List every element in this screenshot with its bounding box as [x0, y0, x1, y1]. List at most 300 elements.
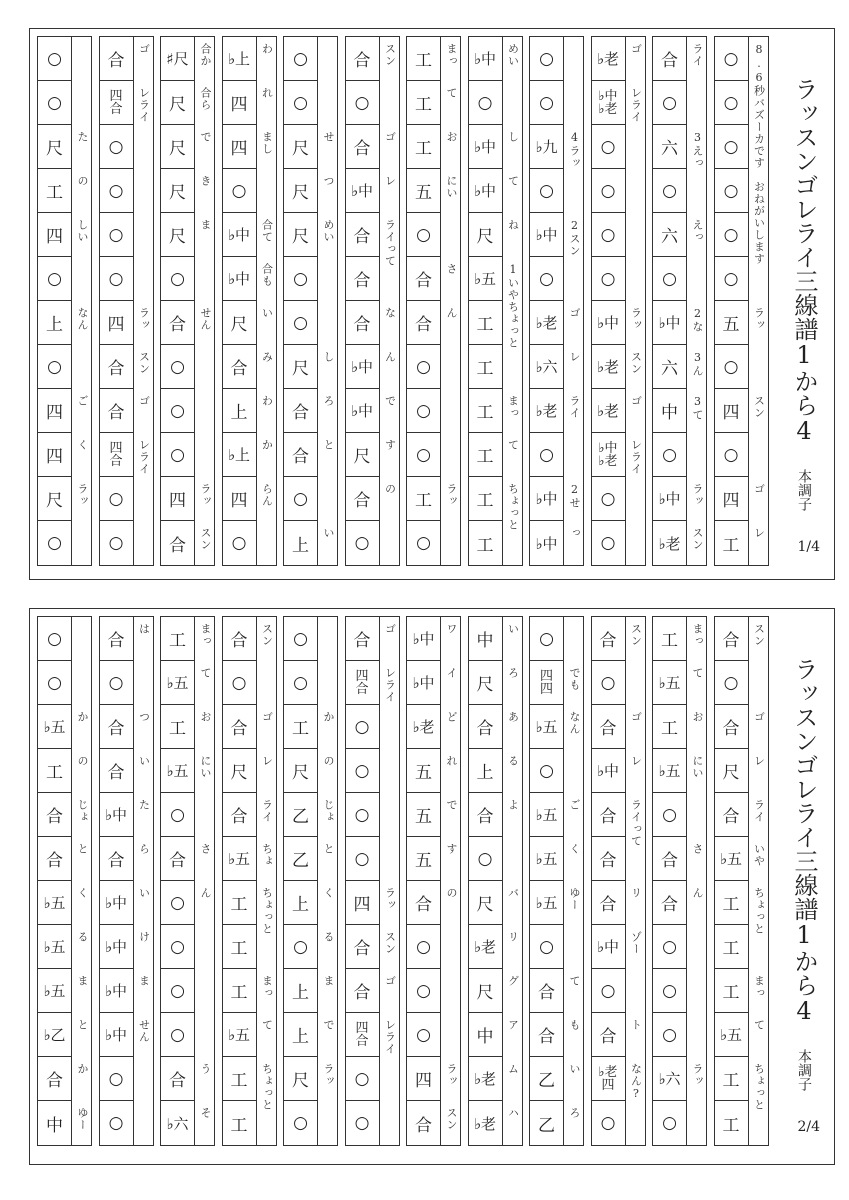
note-cell: 四 [38, 213, 72, 257]
lyric-text: ご [568, 799, 581, 811]
lyric-text: イ [445, 667, 458, 679]
note-cell: ♭中 [407, 617, 441, 661]
note-cell: 中 [469, 617, 503, 661]
note-cell: 合 [469, 793, 503, 837]
lyric-text: スン [752, 623, 766, 647]
note-cell: ○ [223, 661, 257, 705]
score-column [99, 616, 154, 1146]
note-cell: 工 [715, 1057, 749, 1101]
score-column [99, 36, 154, 566]
note-cell: 工 [469, 433, 503, 477]
note-cell: ♭老 [407, 705, 441, 749]
note-cell: 六 [653, 213, 687, 257]
note-cell: 合 [346, 213, 380, 257]
note-cell: 合 [346, 925, 380, 969]
note-cell: ○ [284, 301, 318, 345]
note-cell: ○ [161, 345, 195, 389]
lyric-text: ライ [691, 43, 704, 67]
note-cell: 合 [161, 1057, 195, 1101]
note-cell: ○ [346, 521, 380, 565]
note-cell: ○ [346, 705, 380, 749]
lyric-text: まし [260, 131, 274, 155]
note-cell: 合 [530, 1013, 564, 1057]
lyric-text: じょ [322, 799, 335, 823]
lyric-text: で [322, 1019, 335, 1031]
lyric-text: 4ラッ [568, 131, 581, 169]
lyric-text: レ [752, 527, 766, 539]
note-cell: ○ [161, 969, 195, 1013]
lyric-text: まっ [445, 43, 458, 67]
note-cell: 工 [715, 1101, 749, 1145]
lyric-text: 8.6秒バズーカです おねがいします [752, 43, 766, 265]
note-cell: 五 [407, 837, 441, 881]
note-cell: 五 [715, 301, 749, 345]
lyric-text: ライ [260, 799, 274, 823]
note-cell: ♭中 [653, 477, 687, 521]
lyric-text: ライ [752, 799, 766, 823]
tuning-label: 本調子 [796, 469, 812, 511]
lyric-text: か [76, 1063, 89, 1075]
note-cell: 乙 [284, 837, 318, 881]
note-cell: ♭五 [223, 837, 257, 881]
lyric-text: ん [383, 351, 397, 363]
note-cell: 四 [223, 125, 257, 169]
note-cell: ♭中 [223, 213, 257, 257]
note-cell: 中 [469, 1013, 503, 1057]
note-cell: 四 合 [100, 81, 134, 125]
note-cell: 尺 [223, 749, 257, 793]
lyric-text: 合て [260, 219, 274, 243]
lyric-text: ゴ [260, 711, 274, 723]
lyric-text: ん [445, 307, 458, 319]
note-cell: 尺 [284, 345, 318, 389]
lyric-text: なん [76, 307, 89, 331]
lyric-text: スン [445, 1107, 458, 1131]
lyric-text: て [691, 667, 704, 679]
note-cell: 合 [38, 1057, 72, 1101]
note-cell: 工 [715, 969, 749, 1013]
note-cell: ○ [715, 169, 749, 213]
note-cell: 上 [284, 1013, 318, 1057]
note-cell: ♭中 [346, 345, 380, 389]
note-cell: ○ [346, 1057, 380, 1101]
note-cell: ○ [407, 521, 441, 565]
lyric-text: と [322, 439, 335, 451]
note-cell: ♭五 [530, 881, 564, 925]
lyric-text: つ [322, 175, 335, 187]
lyric-text: し [322, 351, 335, 363]
lyric-text: ラッ [445, 1063, 458, 1087]
note-cell: 工 [407, 37, 441, 81]
note-cell: ♭中 [592, 925, 626, 969]
note-cell: 五 [407, 793, 441, 837]
note-cell: 上 [469, 749, 503, 793]
note-cell: 合 [284, 433, 318, 477]
note-cell: ○ [530, 81, 564, 125]
lyric-text: ト [629, 1019, 643, 1031]
note-cell: 合 [223, 793, 257, 837]
lyric-text: よ [506, 799, 520, 811]
note-cell: ○ [346, 793, 380, 837]
note-cell: 尺 [284, 125, 318, 169]
note-cell: 工 [223, 1101, 257, 1145]
lyric-text: ろ [568, 1107, 581, 1119]
lyric-text: スン [199, 527, 212, 551]
note-cell: ○ [592, 213, 626, 257]
note-cell: ♭五 [715, 837, 749, 881]
note-cell: 尺 [469, 881, 503, 925]
note-cell: ○ [100, 169, 134, 213]
page-number: 1/4 [797, 539, 820, 555]
note-cell: ○ [284, 477, 318, 521]
note-cell: 合 [100, 705, 134, 749]
note-cell: ○ [38, 521, 72, 565]
note-cell: ○ [715, 661, 749, 705]
note-cell: 工 [407, 81, 441, 125]
note-cell: ○ [407, 433, 441, 477]
note-cell: ○ [284, 1101, 318, 1145]
note-cell: 中 [38, 1101, 72, 1145]
note-cell: ○ [284, 617, 318, 661]
score-column [591, 36, 646, 566]
note-cell: ○ [100, 1057, 134, 1101]
note-cell: 尺 [161, 213, 195, 257]
lyric-text: ラッ [691, 1063, 704, 1087]
lyric-text: い [506, 623, 520, 635]
lyric-text: の [445, 887, 458, 899]
note-cell: 合 [653, 837, 687, 881]
note-cell: ○ [653, 1013, 687, 1057]
note-cell: ♭五 [715, 1013, 749, 1057]
lyric-text: か [322, 711, 335, 723]
note-cell: ○ [530, 617, 564, 661]
lyric-text: まっ [691, 623, 704, 647]
note-cell: 合 [346, 617, 380, 661]
lyric-text: お [445, 131, 458, 143]
lyric-text: まっ [506, 395, 520, 419]
note-cell: 合 [100, 37, 134, 81]
lyric-text: さ [199, 843, 212, 855]
lyric-text: レライ [629, 87, 643, 123]
lyric-text: し [506, 131, 520, 143]
lyric-text: う [199, 1063, 212, 1075]
note-cell: 尺 [284, 213, 318, 257]
note-cell: ○ [100, 213, 134, 257]
note-cell: 合 [223, 345, 257, 389]
note-cell: 尺 [469, 661, 503, 705]
lyric-text: れ [260, 87, 274, 99]
lyric-text: なん? [629, 1063, 643, 1101]
note-cell: ○ [592, 969, 626, 1013]
note-cell: 合 [407, 301, 441, 345]
note-cell: ♭六 [161, 1101, 195, 1145]
lyric-text: レ [629, 755, 643, 767]
lyric-text: レ [260, 755, 274, 767]
note-cell: ○ [715, 433, 749, 477]
score-column [652, 36, 707, 566]
note-cell: 合 [592, 705, 626, 749]
lyric-text: ゆー [76, 1107, 89, 1131]
note-cell: 四 [223, 477, 257, 521]
lyric-text: ちょ [260, 843, 274, 867]
note-cell: 合 [161, 837, 195, 881]
lyric-text: ちょっと [752, 887, 766, 935]
lyric-text: せん [199, 307, 212, 331]
lyric-text: ラッ [691, 483, 704, 507]
note-cell: ○ [407, 389, 441, 433]
note-cell: ♭中 [346, 389, 380, 433]
note-cell: 工 [469, 345, 503, 389]
lyric-text: て [445, 87, 458, 99]
note-cell: ○ [100, 521, 134, 565]
score-column [468, 616, 523, 1146]
lyric-text: ね [506, 219, 520, 231]
note-cell: 四 [100, 301, 134, 345]
lyric-text: ら [137, 843, 151, 855]
note-cell: ○ [100, 477, 134, 521]
note-cell: ○ [346, 81, 380, 125]
lyric-text: えっ [691, 219, 704, 243]
note-cell: 合 [592, 837, 626, 881]
lyric-text: わ [260, 395, 274, 407]
lyric-text: リ [506, 931, 520, 943]
lyric-text: ゴ [137, 395, 151, 407]
lyric-text: い [322, 527, 335, 539]
note-cell: ○ [715, 125, 749, 169]
lyric-text: ハ [506, 1107, 520, 1119]
note-cell: 合 [38, 793, 72, 837]
note-cell: ♭中 ♭老 [592, 81, 626, 125]
lyric-text: にい [199, 755, 212, 779]
note-cell: 合 [407, 1101, 441, 1145]
score-title: ラッスンゴレライ三線譜1から4 [790, 77, 818, 445]
note-cell: ○ [346, 837, 380, 881]
note-cell: 合 [161, 301, 195, 345]
lyric-text: ちょっと [260, 887, 274, 935]
lyric-text: ラッ [322, 1063, 335, 1087]
lyric-text: レライ [383, 667, 397, 703]
note-cell: 工 [469, 301, 503, 345]
note-cell: ♭老 四 [592, 1057, 626, 1101]
note-cell: ♭五 [653, 661, 687, 705]
lyric-text: い [568, 1063, 581, 1075]
score-column [714, 616, 769, 1146]
note-cell: 尺 [715, 749, 749, 793]
note-cell: ○ [407, 969, 441, 1013]
lyric-text: 1いやちょっと [506, 263, 520, 349]
lyric-text: ム [506, 1063, 520, 1075]
page-number: 2/4 [797, 1119, 820, 1135]
note-cell: 尺 [38, 477, 72, 521]
score-column [406, 36, 461, 566]
lyric-text: ゴ [383, 623, 397, 635]
note-cell: 中 [653, 389, 687, 433]
note-cell: ♭老 [530, 389, 564, 433]
note-cell: ♭五 [469, 257, 503, 301]
lyric-text: ゆー [568, 887, 581, 911]
lyric-text: ラッ [445, 483, 458, 507]
lyric-text: ろ [506, 667, 520, 679]
lyric-text: 2な [691, 307, 704, 333]
note-cell: ○ [592, 521, 626, 565]
lyric-text: ア [506, 1019, 520, 1031]
lyric-text: ど [445, 711, 458, 723]
note-cell: ♭中 [530, 521, 564, 565]
lyric-text: る [76, 931, 89, 943]
note-cell: ○ [653, 925, 687, 969]
lyric-text: らん [260, 483, 274, 507]
lyric-text: めい [322, 219, 335, 243]
note-cell: ○ [653, 81, 687, 125]
lyric-text: でも [568, 667, 581, 691]
note-cell: 合 [223, 617, 257, 661]
lyric-text: 合ら [199, 87, 212, 111]
note-cell: ♭中 [530, 477, 564, 521]
lyric-text: ライ [568, 395, 581, 419]
note-cell: 尺 [346, 433, 380, 477]
note-cell: 尺 [469, 213, 503, 257]
note-cell: ○ [530, 37, 564, 81]
note-cell: 尺 [38, 125, 72, 169]
lyric-text: せ [322, 131, 335, 143]
note-cell: 工 [715, 925, 749, 969]
lyric-text: れ [445, 755, 458, 767]
note-cell: 六 [653, 125, 687, 169]
note-cell: ♭中 [653, 301, 687, 345]
note-cell: ○ [100, 661, 134, 705]
score-column [529, 36, 584, 566]
lyric-text: く [76, 887, 89, 899]
lyric-text: ま [199, 219, 212, 231]
note-cell: ○ [469, 81, 503, 125]
lyric-text: て [260, 1019, 274, 1031]
note-cell: 四 [38, 389, 72, 433]
note-cell: ♭老 [530, 301, 564, 345]
note-cell: ○ [530, 925, 564, 969]
lyric-text: す [383, 439, 397, 451]
note-cell: ○ [161, 433, 195, 477]
note-cell: ♭九 [530, 125, 564, 169]
note-cell: 上 [284, 521, 318, 565]
lyric-text: ラッ [137, 307, 151, 331]
note-cell: ○ [715, 257, 749, 301]
lyric-text: ゴ [137, 43, 151, 55]
lyric-text: ラッ [383, 887, 397, 911]
note-cell: 工 [223, 1057, 257, 1101]
lyric-text: た [76, 131, 89, 143]
lyric-text: っ [568, 527, 581, 539]
note-cell: ♭中 [100, 793, 134, 837]
note-cell: 五 [407, 749, 441, 793]
note-cell: 工 [161, 617, 195, 661]
note-cell: ♭老 [592, 37, 626, 81]
note-cell: ♭老 [653, 521, 687, 565]
note-cell: 工 [38, 749, 72, 793]
note-cell: 尺 [161, 81, 195, 125]
note-cell: 四 合 [346, 661, 380, 705]
lyric-text: 2スン [568, 219, 581, 257]
lyric-text: ゴ [568, 307, 581, 319]
note-cell: ○ [161, 1013, 195, 1057]
lyric-text: で [445, 799, 458, 811]
note-cell: ○ [223, 169, 257, 213]
lyric-text: にい [445, 175, 458, 199]
score-column [283, 616, 338, 1146]
note-cell: 工 [161, 705, 195, 749]
lyric-text: な [383, 307, 397, 319]
note-cell: ○ [346, 749, 380, 793]
note-cell: ○ [407, 925, 441, 969]
lyric-text: ゴ [752, 483, 766, 495]
lyric-text: にい [691, 755, 704, 779]
note-cell: ♭老 [469, 925, 503, 969]
lyric-text: ん [199, 887, 212, 899]
note-cell: 合 [346, 257, 380, 301]
note-cell: 乙 [530, 1101, 564, 1145]
note-cell: ○ [653, 433, 687, 477]
lyric-text: レライ [137, 439, 151, 475]
note-cell: 合 [284, 389, 318, 433]
lyric-text: そ [199, 1107, 212, 1119]
note-cell: 合 [346, 969, 380, 1013]
note-cell: ○ [100, 1101, 134, 1145]
note-cell: ♭中 [530, 213, 564, 257]
note-cell: ○ [38, 617, 72, 661]
note-cell: ○ [161, 257, 195, 301]
note-cell: ○ [715, 213, 749, 257]
lyric-text: て [506, 175, 520, 187]
lyric-text: て [752, 1019, 766, 1031]
note-cell: 工 [715, 521, 749, 565]
lyric-text: 3えっ [691, 131, 704, 169]
note-cell: 上 [223, 389, 257, 433]
note-cell: 合 [592, 793, 626, 837]
lyric-text: まっ [752, 975, 766, 999]
note-cell: 四 合 [346, 1013, 380, 1057]
lyric-text: ろ [322, 395, 335, 407]
note-cell: 合 [346, 477, 380, 521]
score-column [37, 36, 92, 566]
lyric-text: ま [76, 975, 89, 987]
note-cell: 五 [407, 169, 441, 213]
note-cell: 四 [715, 477, 749, 521]
note-cell: ○ [284, 661, 318, 705]
lyric-text: ゴ [383, 975, 397, 987]
note-cell: 合 [407, 257, 441, 301]
note-cell: 四 [346, 881, 380, 925]
note-cell: ○ [592, 1101, 626, 1145]
score-title: ラッスンゴレライ三線譜1から4 [790, 657, 818, 1025]
lyric-text: と [76, 843, 89, 855]
note-cell: ♭乙 [38, 1013, 72, 1057]
note-cell: 合 [100, 617, 134, 661]
lyric-text: と [76, 1019, 89, 1031]
lyric-text: 合も [260, 263, 274, 287]
note-cell: ○ [530, 433, 564, 477]
lyric-text: く [322, 887, 335, 899]
note-cell: 上 [38, 301, 72, 345]
lyric-text: も [568, 1019, 581, 1031]
note-cell: 乙 [530, 1057, 564, 1101]
note-cell: ♭六 [653, 1057, 687, 1101]
lyric-text: スン [260, 623, 274, 647]
note-cell: 合 [100, 837, 134, 881]
note-cell: 尺 [284, 1057, 318, 1101]
note-cell: ○ [592, 169, 626, 213]
lyric-text: す [445, 843, 458, 855]
lyric-text: て [568, 975, 581, 987]
note-cell: 工 [284, 705, 318, 749]
